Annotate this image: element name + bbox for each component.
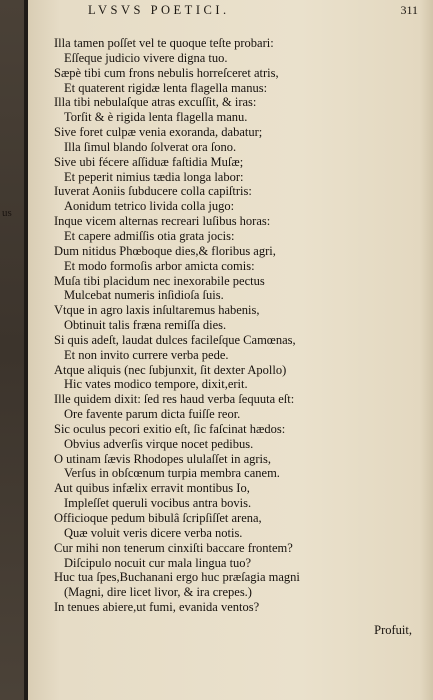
verse-line: Ille quidem dixit: ſed res haud verba ſequuta eſt: xyxy=(54,392,295,407)
verse-line: Sic oculus pecori exitio eſt, ſic faſcinat hædos: xyxy=(54,421,286,436)
verse-line: Obvius adverſis virque nocet pedibus. xyxy=(64,436,254,451)
verse-line: Et quaterent rigidæ lenta flagella manus: xyxy=(64,80,268,95)
verse-line: Aonidum tetrico livida colla jugo: xyxy=(64,199,235,214)
verse-line: In tenues abiere,ut fumi, evanida ventos? xyxy=(54,600,260,615)
verse-line: Officioque pedum bibulâ ſcripſiſſet arena, xyxy=(54,511,262,525)
verse-line: Torſit & è rigida lenta flagella manu. xyxy=(64,110,248,125)
running-title: LVSVS POETICI. xyxy=(88,3,230,17)
verse-block xyxy=(54,36,414,615)
verse-line: Si quis adeſt, laudat dulces facileſque Camœnas, xyxy=(54,332,296,347)
verse-line: Sive ubi fécere aſſiduæ faſtidia Muſæ; xyxy=(54,154,244,169)
verse-line: Diſcipulo nocuit cur mala lingua tuo? xyxy=(64,555,252,570)
catchword: Profuit, xyxy=(374,623,412,637)
verse-line: Inque vicem alternas recreari luſibus horas: xyxy=(54,214,271,229)
verse-line: Obtinuit talis fræna remiſſa dies. xyxy=(64,318,227,333)
verse-line: Vtque in agro laxis inſultaremus habenis, xyxy=(54,303,260,318)
verse-line: Muſa tibi placidum nec inexorabile pectus xyxy=(54,273,265,288)
verse-line: Aut quibus infælix erravit montibus Io, xyxy=(54,481,250,496)
verse-line: (Magni, dire licet livor, & ira crepes.) xyxy=(64,585,252,600)
verse-line: Illa tamen poſſet vel te quoque teſte probari: xyxy=(54,36,274,50)
verse-line: Dum nitidus Phœboque dies,& floribus agri, xyxy=(54,243,276,258)
verse-line: Atque aliquis (nec ſubjunxit, ſit dexter Apollo) xyxy=(54,362,287,377)
verse-line: Eſſeque judicio vivere digna tuo. xyxy=(64,50,228,65)
verse-line: Illa ſimul blando ſolverat ora ſono. xyxy=(64,139,237,154)
verse-line: Ore favente parum dicta fuiſſe reor. xyxy=(64,407,241,422)
verse-line: Huc tua ſpes,Buchanani ergo huc præſagia magni xyxy=(54,570,300,585)
verse-line: Mulcebat numeris inſidioſa ſuis. xyxy=(64,288,224,303)
verse-line: Sive foret culpæ venia exoranda, dabatur; xyxy=(54,125,263,140)
verse-line: Et modo formoſis arbor amicta comis: xyxy=(64,258,255,273)
verse-line: Hic vates modico tempore, dixit,erit. xyxy=(64,377,248,392)
page-number: 311 xyxy=(400,3,418,17)
facing-page-fragment: us xyxy=(2,207,12,219)
book-page xyxy=(28,0,433,700)
verse-line: Sæpè tibi cum frons nebulis horreſceret atris, xyxy=(54,65,279,80)
verse-line: Et peperit nimius tædia longa labor: xyxy=(64,169,244,184)
verse-line: Cur mihi non tenerum cinxiſti baccare frontem? xyxy=(54,540,293,555)
verse-line: Verſus in obſcœnum turpia membra canem. xyxy=(64,466,280,481)
verse-line: Iuverat Aoniis ſubducere colla capiſtris: xyxy=(54,184,252,199)
verse-line: Impleſſet queruli vocibus antra bovis. xyxy=(64,496,252,511)
verse-line: Quæ voluit veris dicere verba notis. xyxy=(64,525,243,540)
verse-line: Illa tibi nebulaſque atras excuſſit, & iras: xyxy=(54,95,257,110)
verse-line: Et non invito currere verba pede. xyxy=(64,347,229,362)
verse-line: O utinam ſævis Rhodopes ululaſſet in agris, xyxy=(54,451,271,466)
facing-page-edge xyxy=(0,0,24,700)
verse-line: Et capere admiſſis otia grata jocis: xyxy=(64,228,235,243)
